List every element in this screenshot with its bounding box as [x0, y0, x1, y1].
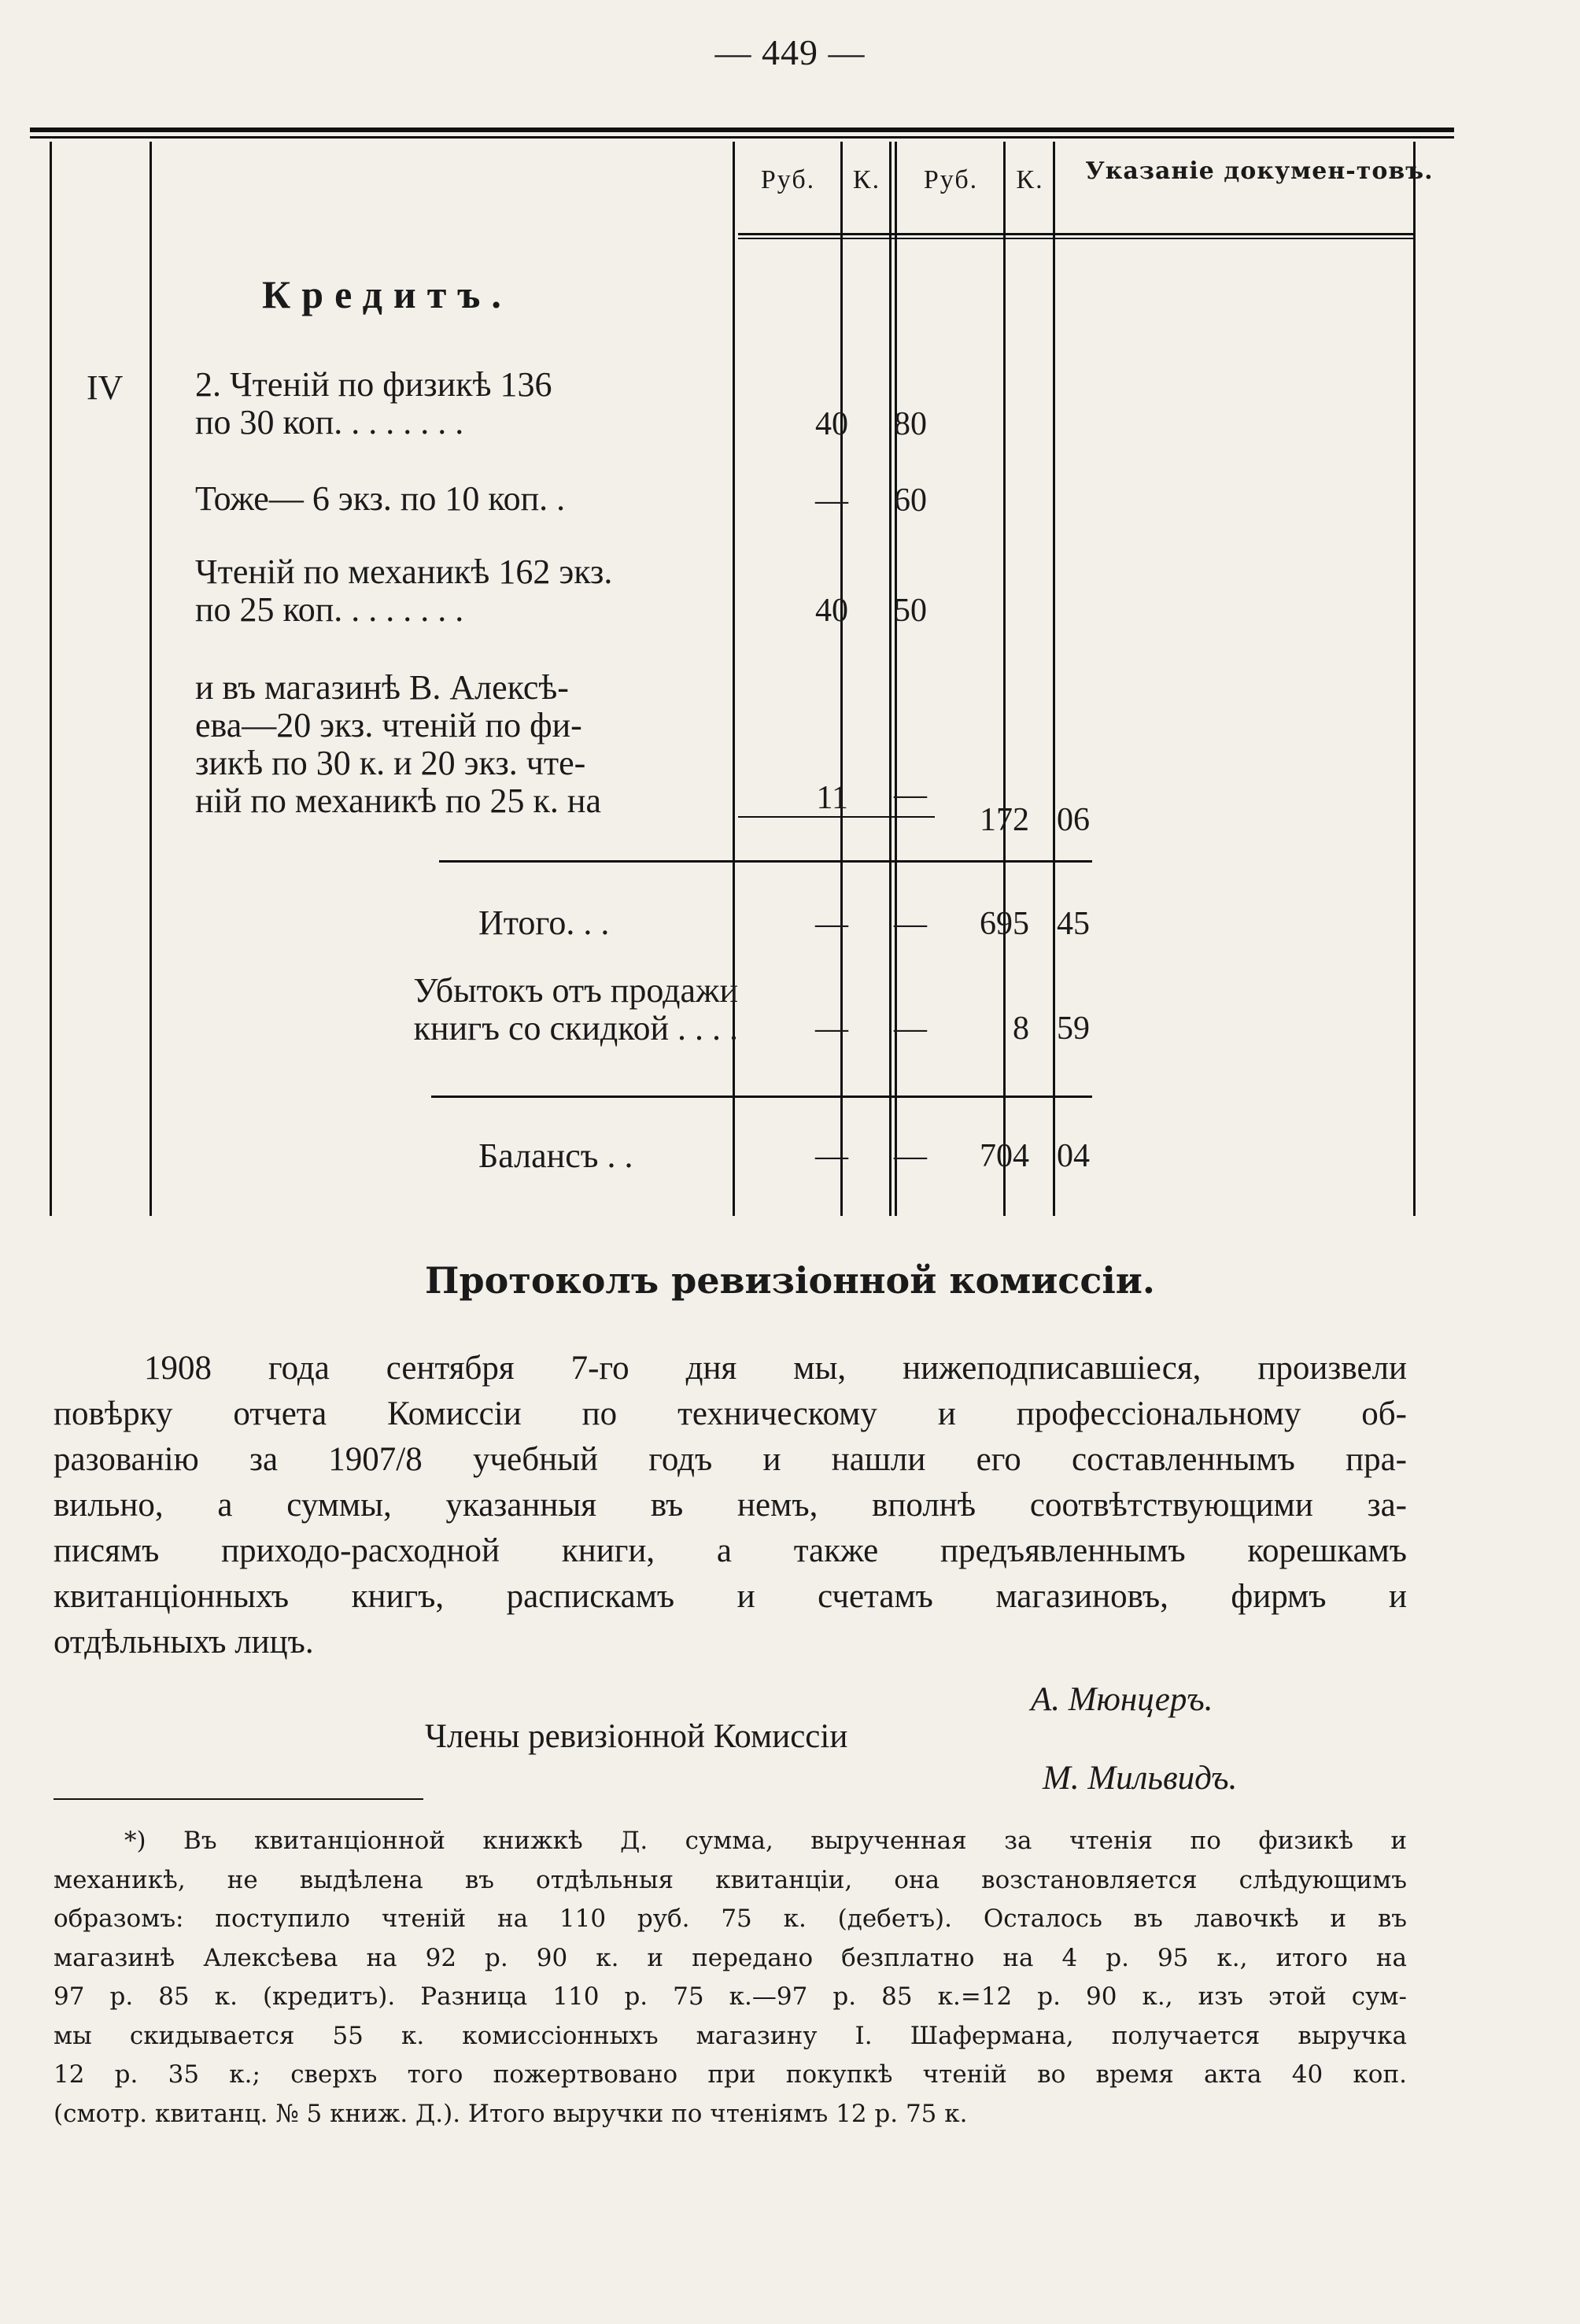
section-title: Кредитъ.: [262, 272, 512, 316]
entry-kop: —: [894, 777, 927, 813]
subtotal-rule: [439, 860, 1092, 863]
balance-rub-sum: 704: [980, 1138, 1029, 1174]
entry-rub: 40: [815, 593, 848, 629]
loss-kop: —: [894, 1011, 927, 1047]
section-roman-number: IV: [87, 368, 124, 407]
top-double-rule: [30, 127, 1454, 132]
loss-rub: —: [815, 1011, 848, 1047]
signature-milvid: М. Мильвидъ.: [1043, 1760, 1238, 1797]
entry-rub: —: [815, 482, 848, 519]
header-kop: К.: [852, 165, 881, 194]
entry-rub: 40: [815, 406, 848, 442]
entry-kop: 60: [894, 482, 927, 519]
footnote-rule: [54, 1798, 423, 1800]
protocol-paragraph: 1908 года сентября 7-го дня мы, нижеподписавшiеся, произвели повѣрку отчета Комиссiи по техническому и профессiональному об- разованiю за 1907/8 учебный годъ и нашли его составленнымъ пра- вильно, а суммы, указанныя въ немъ, вполнѣ соотвѣтствующими за- писямъ приходо-расходной книги, а также предъявленнымъ корешкамъ квитанцiонныхъ книгъ, распискамъ и счетамъ магазиновъ, фирмъ и отдѣльныхъ лицъ.: [54, 1350, 1407, 1661]
page-number: — 449 —: [714, 32, 866, 72]
kop-column-line-b: [895, 142, 897, 1216]
header-rule-thin: [738, 238, 1415, 239]
footnote: *) Въ квитанцiонной книжкѣ Д. сумма, вырученная за чтенiя по физикѣ и механикѣ, не выдѣлена въ отдѣльныя квитанцiи, она возстановляется слѣдующимъ образомъ: поступило чтенiй на 110 руб. 75 к. (дебетъ). Осталось въ лавочкѣ и въ магазинѣ Алексѣева на 92 р. 90 к. и передано безплатно на 4 р. 95 к., итого на 97 р. 85 к. (кредитъ). Разница 110 р. 75 к.—97 р. 85 к.=12 р. 90 к., изъ этой сум- мы скидывается 55 к. комиссiонныхъ магазину I. Шафермана, получается выручка 12 р. 35 к.; сверхъ того пожертвовано при покупкѣ чтенiй во время акта 40 коп. (смотр. квитанц. № 5 книж. Д.). Итого выручки по чтенiямъ 12 р. 75 к.: [54, 1827, 1407, 2128]
credit-ledger-table: [30, 126, 1454, 1216]
rub-column-line: [840, 142, 843, 1216]
balance-label: Балансъ . .: [478, 1136, 633, 1175]
entry-description: Чтенiй по механикѣ 162 экз. по 25 коп. . . . . . . .: [195, 552, 613, 629]
commission-members-label: Члены ревизiонной Комиссiи: [425, 1718, 848, 1755]
right-border-line: [1413, 142, 1416, 1216]
total-rub-sum: 695: [980, 906, 1029, 942]
balance-rule: [431, 1095, 1092, 1098]
balance-kop: —: [894, 1138, 927, 1174]
header-rub-total: Руб.: [923, 165, 979, 194]
kop-column-line-a: [889, 142, 892, 1216]
top-double-rule-thin: [30, 136, 1454, 139]
signature-muntser: А. Мюнцеръ.: [1031, 1681, 1213, 1718]
rub-total-column-line: [1003, 142, 1006, 1216]
entry-rub-total: 172: [980, 802, 1029, 838]
entry-description: и въ магазинѣ В. Алексѣ- ева—20 экз. чтенiй по фи- зикѣ по 30 к. и 20 экз. чте- нiй по механикѣ по 25 к. на: [195, 668, 601, 820]
entry-description: Тоже— 6 экз. по 10 коп. .: [195, 479, 566, 518]
entry-rub: 11: [816, 780, 848, 816]
entry-description: 2. Чтенiй по физикѣ 136 по 30 коп. . . . . . . .: [195, 365, 552, 442]
total-label: Итого. . .: [478, 903, 610, 942]
subtotal-rule-short: [738, 816, 935, 818]
entry-kop: 50: [894, 593, 927, 629]
total-kop: —: [894, 906, 927, 942]
header-kop-total: К.: [1016, 165, 1044, 194]
protocol-title: Протоколъ ревизiонной комиссiи.: [425, 1259, 1155, 1302]
number-column-line: [150, 142, 152, 1216]
loss-description: Убытокъ отъ продажи книгъ со скидкой . . . .: [413, 971, 738, 1047]
entry-kop: 80: [894, 406, 927, 442]
header-documents: Указанiе докумен-товъ.: [1085, 157, 1434, 185]
total-rub: —: [815, 906, 848, 942]
entry-kop-total: 06: [1057, 802, 1090, 838]
left-border-line: [50, 142, 52, 1216]
header-rule: [738, 233, 1415, 235]
loss-kop-sum: 59: [1057, 1011, 1090, 1047]
header-rub: Руб.: [760, 165, 816, 194]
total-kop-sum: 45: [1057, 906, 1090, 942]
balance-kop-sum: 04: [1057, 1138, 1090, 1174]
kop-total-column-line: [1053, 142, 1055, 1216]
loss-rub-sum: 8: [1013, 1011, 1029, 1047]
balance-rub: —: [815, 1138, 848, 1174]
